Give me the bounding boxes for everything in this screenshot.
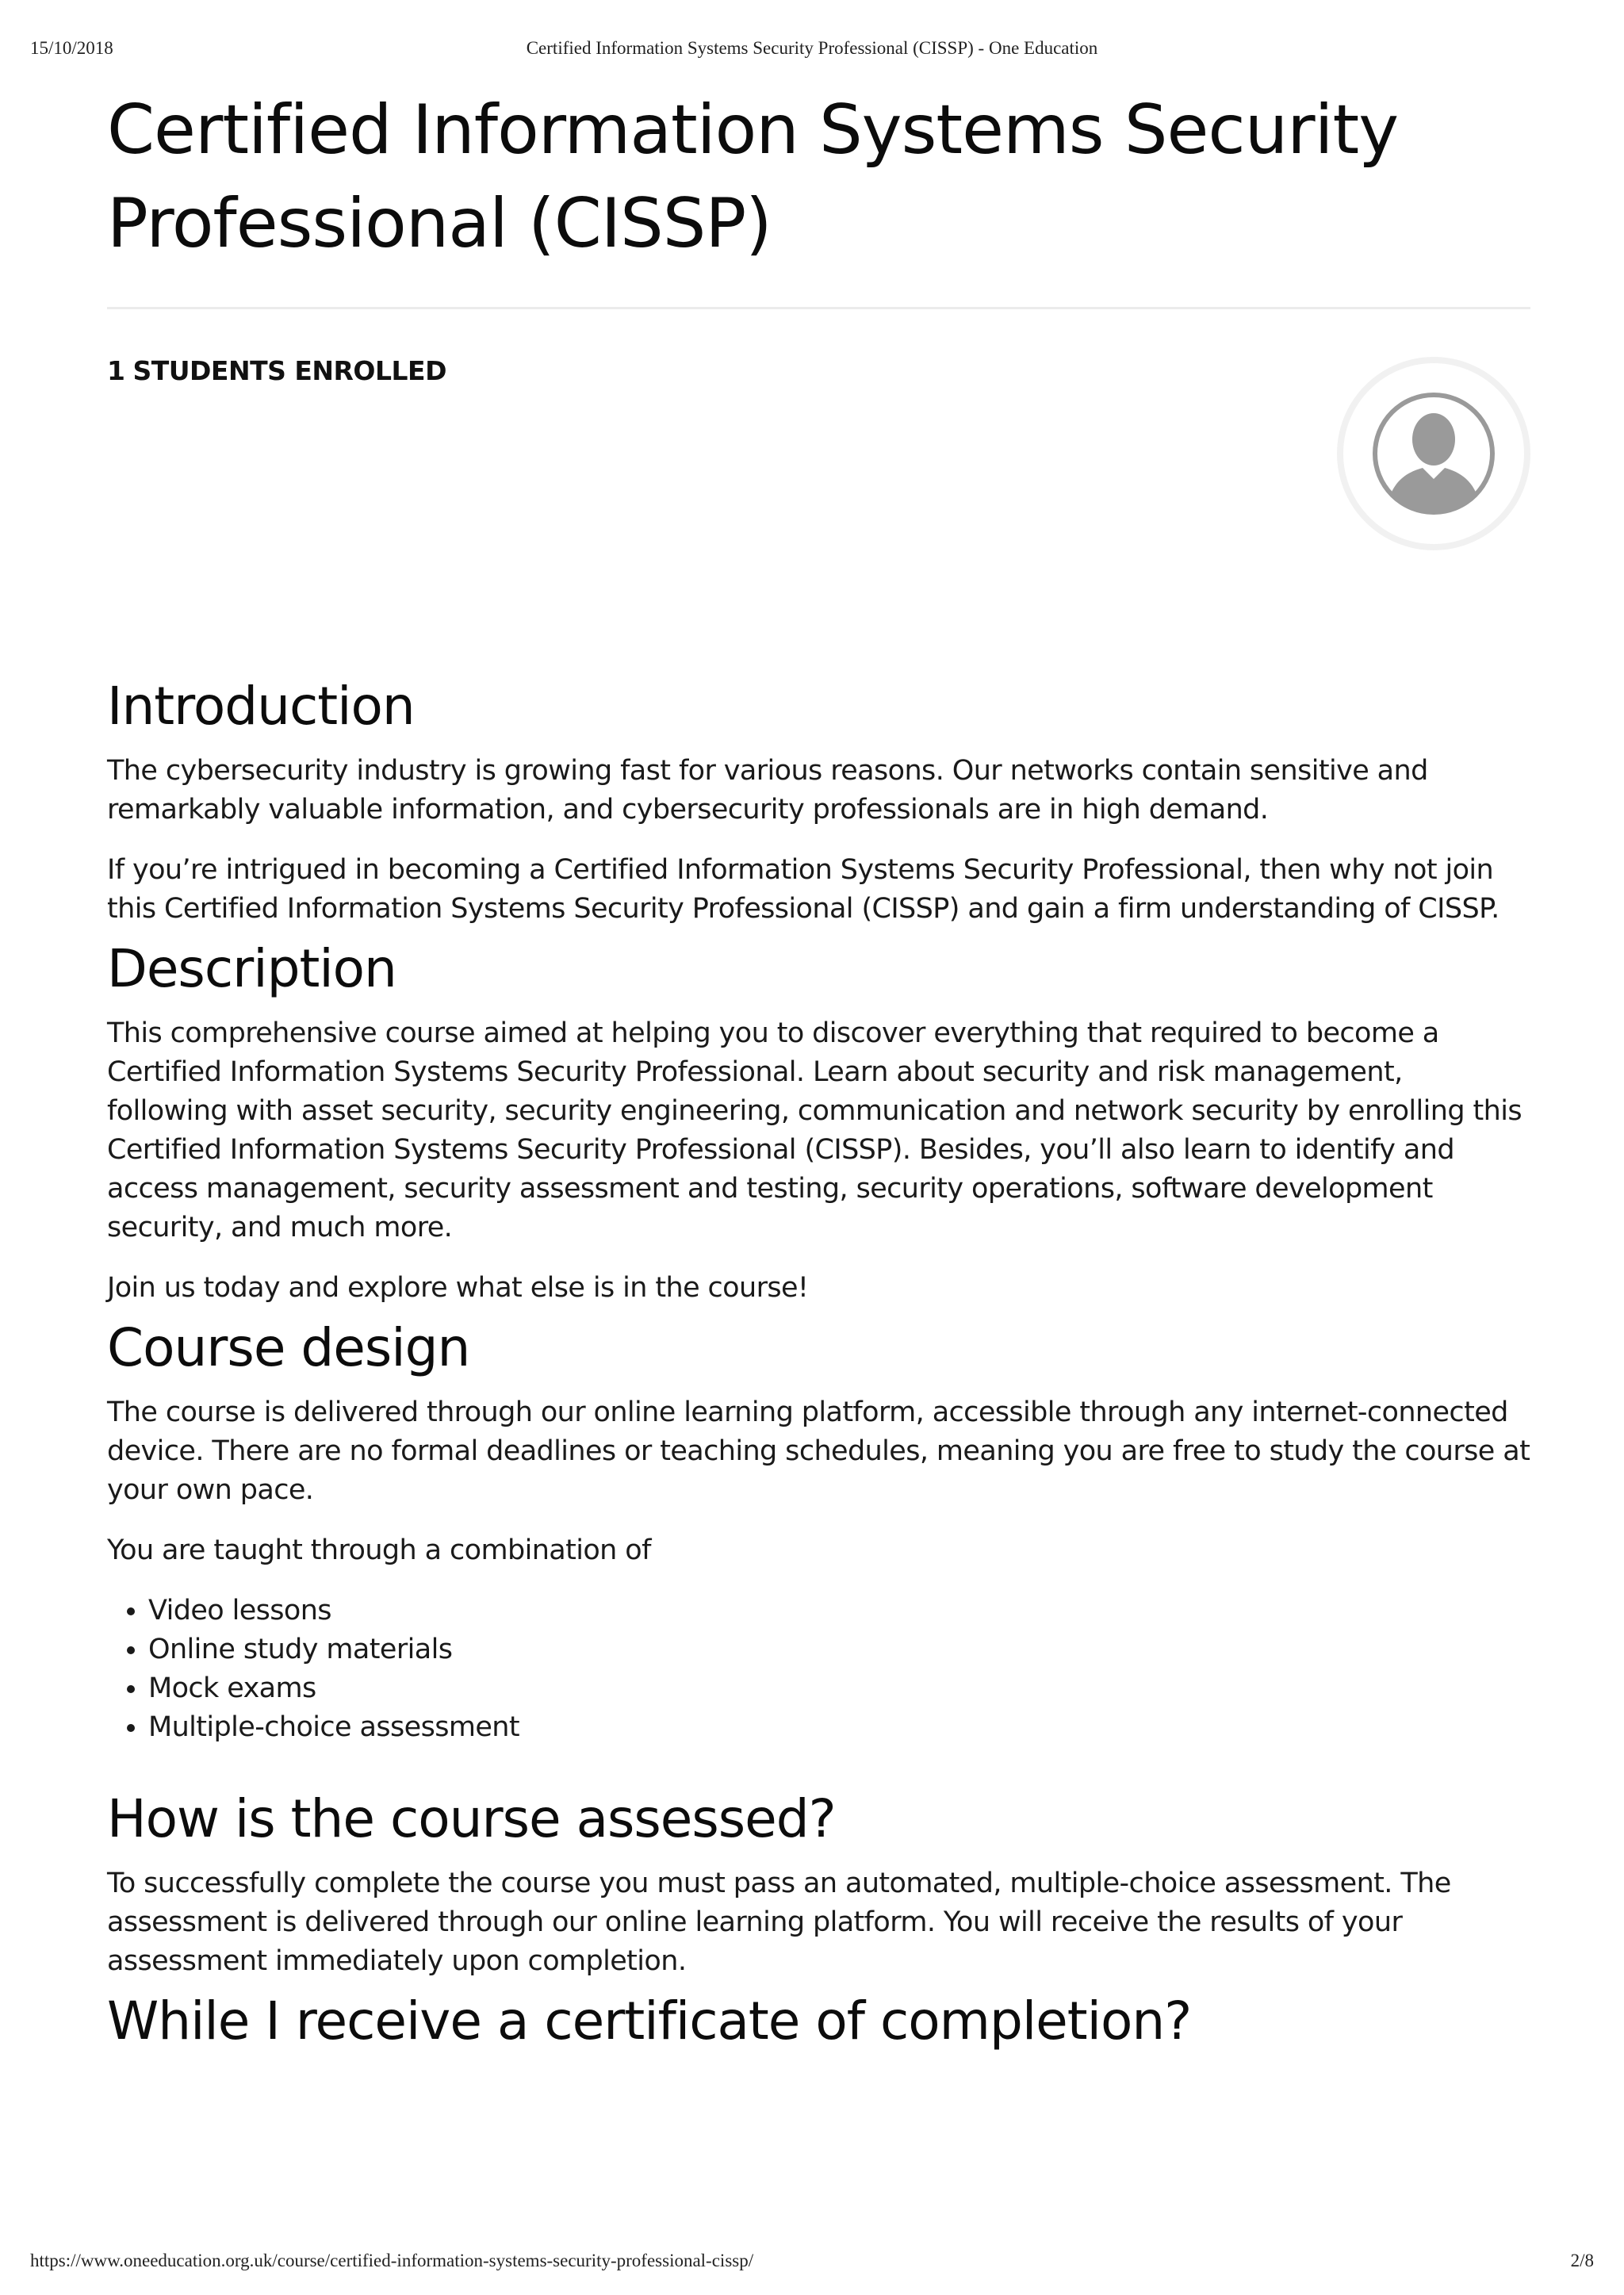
- page-url[interactable]: https://www.oneeducation.org.uk/course/certified-information-systems-security-professional-cissp/: [30, 2251, 754, 2270]
- assessment-heading: How is the course assessed?: [107, 1788, 836, 1849]
- enrolled-label: STUDENTS ENROLLED: [132, 355, 446, 386]
- introduction-paragraph-2: If you’re intrigued in becoming a Certified Information Systems Security Professional, then why not join this Certified Information Systems Security Professional (CISSP) and gain a firm understanding of CISSP.: [107, 854, 1500, 925]
- student-avatar[interactable]: [1337, 357, 1530, 550]
- description-paragraph-2: Join us today and explore what else is in the course!: [107, 1272, 809, 1304]
- enrolled-count: 1: [107, 355, 125, 386]
- certificate-heading: While I receive a certificate of completion?: [107, 1990, 1192, 2052]
- print-page-title: Certified Information Systems Security Professional (CISSP) - One Education: [526, 38, 1098, 58]
- students-enrolled: [107, 355, 446, 386]
- course-design-paragraph-1: The course is delivered through our online learning platform, accessible through any internet-connected device. There are no formal deadlines or teaching schedules, meaning you are free to study the course at your own pace.: [107, 1397, 1530, 1506]
- list-item: • Online study materials: [148, 1630, 1530, 1669]
- title-divider: [107, 307, 1530, 309]
- assessment-paragraph-1: To successfully complete the course you must pass an automated, multiple-choice assessment. The assessment is delivered through our online learning platform. You will receive the results of your assessment immediately upon completion.: [107, 1868, 1451, 1977]
- course-content: [107, 83, 1530, 2054]
- course-design-heading: Course design: [107, 1317, 470, 1378]
- description-heading: Description: [107, 938, 396, 999]
- print-date: 15/10/2018: [30, 38, 113, 58]
- introduction-heading: Introduction: [107, 676, 415, 737]
- print-footer: [30, 2251, 1594, 2282]
- description-paragraph-1: This comprehensive course aimed at helping you to discover everything that required to become a Certified Information Systems Security Professional. Learn about security and risk management, following with asset security, security engineering, communication and network security by enrolling this Certified Information Systems Security Professional (CISSP). Besides, you’ll also learn to identify and access management, security assessment and testing, security operations, software development security, and much more.: [107, 1017, 1522, 1243]
- course-title: Certified Information Systems Security Professional (CISSP): [107, 90, 1399, 263]
- user-silhouette-icon: [1370, 390, 1497, 517]
- enrollment-row: [107, 316, 1530, 641]
- list-item: • Video lessons: [148, 1592, 1530, 1630]
- introduction-paragraph-1: The cybersecurity industry is growing fast for various reasons. Our networks contain sensitive and remarkably valuable information, and cybersecurity professionals are in high demand.: [107, 755, 1428, 826]
- list-item: • Mock exams: [148, 1669, 1530, 1708]
- print-header: [30, 38, 1594, 70]
- teaching-methods-list: [107, 1592, 1530, 1747]
- page-number: 2/8: [1570, 2251, 1594, 2270]
- list-item: • Multiple-choice assessment: [148, 1708, 1530, 1747]
- course-design-paragraph-2: You are taught through a combination of: [107, 1534, 651, 1566]
